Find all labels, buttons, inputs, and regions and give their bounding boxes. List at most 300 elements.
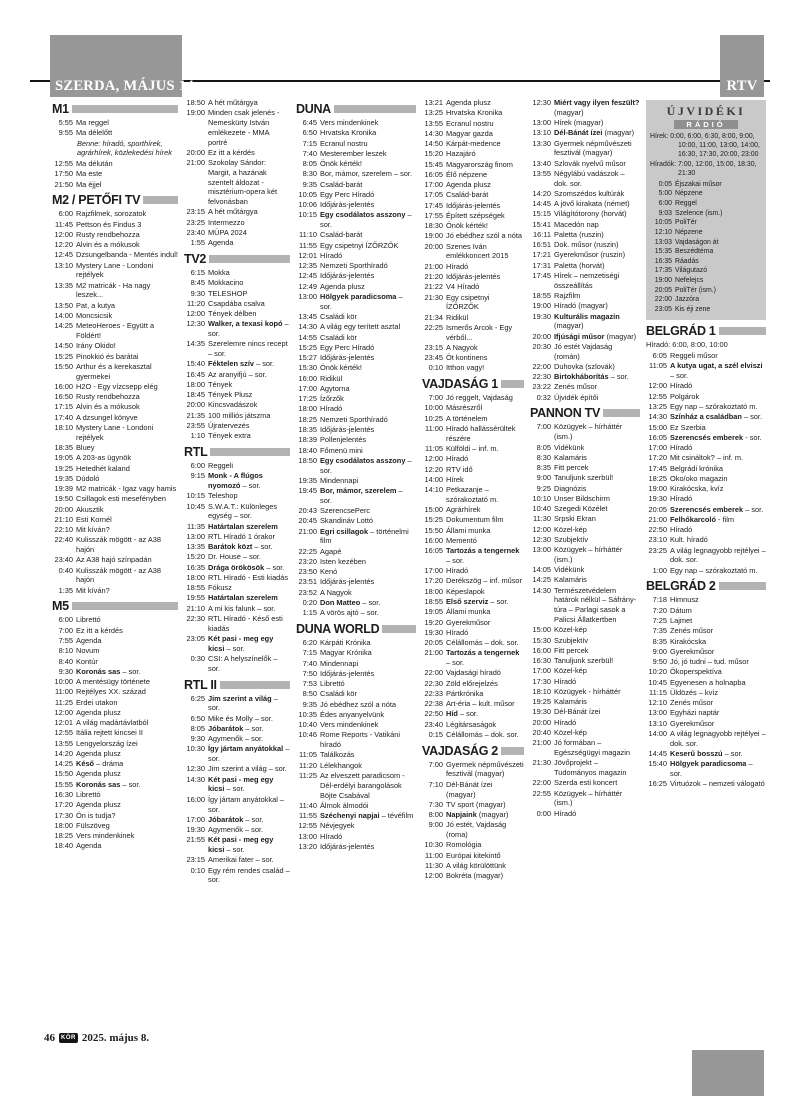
program-item — [52, 382, 178, 392]
program-item — [530, 332, 640, 342]
program-time: 11:40 — [299, 800, 317, 810]
channel-header — [296, 102, 416, 116]
program-item — [52, 759, 178, 769]
program-title: Zenés műsor — [670, 626, 714, 636]
program-item — [422, 465, 524, 475]
program-title: Álmok álmodói — [320, 800, 369, 810]
program-title: Magyar Krónika — [320, 648, 372, 658]
program-time: 14:00 — [54, 311, 73, 321]
program-title: Irány Okido! — [76, 341, 116, 351]
program-time: 8:05 — [302, 159, 317, 169]
program-time: 17:15 — [54, 402, 73, 412]
program-item — [422, 231, 524, 241]
program-item — [184, 604, 290, 614]
program-item — [422, 393, 524, 403]
program-item — [296, 210, 416, 230]
program-time: 20:00 — [54, 504, 73, 514]
program-item — [52, 474, 178, 484]
channel-name: DUNA — [296, 102, 331, 116]
program-item — [422, 576, 524, 586]
channel-header-bar — [501, 747, 524, 755]
program-item — [422, 353, 524, 363]
program-time: 6:00 — [58, 209, 73, 219]
program-item — [52, 159, 178, 169]
program-time: 22:00 — [532, 361, 551, 371]
program-time: 16:30 — [532, 656, 551, 666]
program-title: Kult. híradó — [670, 535, 708, 545]
program-time: 22:40 — [54, 535, 73, 545]
program-title: Alvin és a mókusok — [76, 402, 140, 412]
program-time: 19:00 — [654, 276, 672, 284]
program-title: Agenda plusz — [76, 748, 121, 758]
program-time: 23:20 — [298, 556, 317, 566]
program-title: Időjárás-jelentés — [446, 272, 501, 282]
program-item — [422, 108, 524, 118]
program-item — [184, 108, 290, 147]
program-item — [422, 149, 524, 159]
program-title: Ez Szerbia — [670, 422, 706, 432]
channel-header-bar — [143, 196, 178, 204]
program-time: 18:55 — [532, 291, 551, 301]
program-title: 100 milliós játszma — [208, 410, 271, 420]
program-time: 13:10 — [54, 260, 73, 270]
program-time: 11:15 — [649, 687, 667, 697]
program-title: Újvidék építői — [554, 392, 599, 402]
program-time: 18:55 — [186, 583, 205, 593]
program-title: Éjszakai műsor — [675, 180, 722, 188]
program-time: 7:00 — [428, 393, 443, 403]
program-title: MeteoHeroes - Együtt a Földért! — [76, 321, 155, 341]
program-time: 11:00 — [425, 423, 443, 433]
program-title: Mementó — [446, 535, 477, 545]
program-item — [296, 577, 416, 587]
program-title: Híradó (magyar) — [554, 301, 608, 311]
program-time: 12:00 — [186, 309, 205, 319]
program-title: M2 matricák - Ha nagy leszek... — [76, 280, 151, 300]
program-time: 22:30 — [186, 613, 205, 623]
program-time: 13:25 — [648, 401, 667, 411]
program-title: Moncsicsik — [76, 311, 113, 321]
program-item — [296, 771, 416, 800]
program-title: Monk - A flúgos nyomozó – sor. — [208, 471, 263, 491]
program-item — [530, 636, 640, 646]
program-title: A világ madártávlatból — [76, 718, 149, 728]
program-time: 20:43 — [298, 506, 317, 516]
program-title: Jó estét Vajdaság (román) — [554, 341, 613, 361]
program-title: Lajmet — [670, 616, 693, 626]
program-title: Csapdába csalva — [208, 298, 265, 308]
program-title: Híradó — [670, 443, 693, 453]
program-item — [184, 339, 290, 359]
program-item — [296, 425, 416, 435]
program-time: 11:20 — [187, 298, 205, 308]
channel-header-bar — [72, 105, 178, 113]
program-time: 6:20 — [302, 638, 317, 648]
program-time: 19:20 — [424, 617, 443, 627]
program-item — [184, 825, 290, 835]
program-title: RTV idő — [446, 464, 473, 474]
program-time: 14:25 — [532, 575, 551, 585]
program-time: 11:30 — [533, 514, 551, 524]
program-time: 20:45 — [298, 516, 317, 526]
program-item — [184, 775, 290, 795]
program-time: 12:55 — [298, 821, 317, 831]
program-time: 8:30 — [536, 452, 551, 462]
program-time: 23:25 — [648, 545, 667, 555]
program-time: 17:40 — [54, 412, 73, 422]
program-time: 22:10 — [54, 525, 73, 535]
program-title: Egri csillagok – történelmi film — [320, 526, 409, 546]
program-title: Duhovka (szlovák) — [554, 361, 615, 371]
program-time: 21:20 — [424, 272, 443, 282]
program-item — [52, 180, 178, 190]
channel-name: BELGRÁD 2 — [646, 579, 716, 594]
program-title: Vajdasági híradó — [446, 668, 501, 678]
program-title: Bluey — [76, 442, 95, 452]
program-item — [52, 484, 178, 494]
program-title: Paletta (ruszin) — [554, 229, 604, 239]
channel-header-bar — [719, 582, 766, 590]
program-title: Erdei utakon — [76, 697, 118, 707]
program-item — [184, 380, 290, 390]
program-item — [296, 608, 416, 618]
program-title: Vers mindenkinek — [76, 831, 135, 841]
program-title: Önök kérték! — [446, 221, 488, 231]
program-item — [296, 169, 416, 179]
program-title: Derékszög – inf. műsor — [446, 576, 522, 586]
program-title: Reggel — [675, 200, 697, 208]
program-title: Librettó — [76, 615, 101, 625]
program-item — [422, 211, 524, 221]
program-time: 21:34 — [424, 312, 443, 322]
program-title: Pat, a kutya — [76, 300, 116, 310]
program-item — [422, 343, 524, 353]
program-title: Szlovák nyelvű műsor — [554, 158, 626, 168]
program-item — [530, 98, 640, 118]
program-item — [646, 606, 766, 616]
program-time: 14:25 — [54, 321, 73, 331]
program-title: Oko/oko magazin — [670, 473, 728, 483]
program-title: Külföldi – inf. m. — [446, 444, 499, 453]
program-time: 13:03 — [654, 238, 672, 246]
program-title: Családi kör — [320, 312, 357, 322]
program-item — [184, 228, 290, 238]
program-time: 12:00 — [54, 229, 73, 239]
program-title: Itália rejtett kincsei II — [76, 728, 143, 738]
program-time: 12:55 — [54, 728, 73, 738]
radio-title: ÚJVIDÉKI — [666, 104, 746, 118]
program-title: TV sport (magyar) — [446, 799, 506, 809]
program-title: Intermezzo — [208, 217, 245, 227]
program-title: Két pasi - meg egy kicsi – sor. — [208, 634, 274, 653]
program-title: Találkozás — [320, 750, 355, 760]
program-title: Agenda plusz — [320, 281, 365, 291]
program-title: Magyar gazda — [446, 128, 493, 138]
program-time: 12:55 — [648, 391, 667, 401]
program-title: Pártkrónika — [446, 688, 484, 698]
program-item — [296, 353, 416, 363]
program-time: 11:55 — [299, 240, 317, 250]
program-item — [52, 749, 178, 759]
program-time: 17:20 — [648, 453, 667, 463]
program-time: 19:00 — [532, 301, 551, 311]
program-time: 7:15 — [302, 648, 317, 658]
program-title: Esti Kornél — [76, 514, 112, 524]
program-time: 15:25 — [54, 351, 73, 361]
program-item — [296, 180, 416, 190]
program-item — [650, 228, 762, 237]
program-time: 19:30 — [532, 707, 551, 717]
program-item — [646, 566, 766, 576]
program-time: 16:11 — [533, 229, 551, 239]
program-item — [52, 615, 178, 625]
program-title: Híradó — [554, 717, 577, 727]
program-time: 19:35 — [54, 473, 73, 483]
program-time: 18:39 — [298, 435, 317, 445]
program-item — [422, 709, 524, 719]
channel-header-bar — [334, 105, 416, 113]
program-time: 10:15 — [298, 210, 317, 220]
program-item — [52, 769, 178, 779]
program-title: Légitársaságok — [446, 719, 497, 729]
program-time: 16:35 — [654, 257, 672, 265]
program-title: Dok. műsor (ruszin) — [554, 240, 619, 250]
program-item — [184, 744, 290, 764]
program-title: Ön is tudja? — [76, 810, 116, 820]
channel-header-bar — [603, 409, 640, 417]
program-title: Agenda plusz — [76, 769, 121, 779]
program-time: 15:40 — [648, 759, 667, 769]
program-item — [296, 648, 416, 658]
program-title: Nemzeti Sporthíradó — [320, 414, 388, 424]
channel-header — [52, 599, 178, 613]
program-time: 0:10 — [190, 865, 205, 875]
program-title: Fókusz — [208, 583, 232, 593]
radio-news-times: Híradók: 7:00, 12:00, 15:00, 18:30, 21:30 — [650, 160, 757, 177]
program-time: 13:45 — [298, 312, 317, 322]
program-item — [296, 394, 416, 404]
program-item — [52, 718, 178, 728]
program-item — [52, 392, 178, 402]
program-item — [296, 842, 416, 852]
program-item — [296, 832, 416, 842]
program-item — [530, 738, 640, 758]
program-title: Határtalan szerelem — [208, 521, 278, 531]
program-title: A hét műtárgya — [208, 207, 258, 217]
program-item — [422, 454, 524, 464]
program-time: 18:55 — [424, 596, 443, 606]
program-time: 16:05 — [424, 169, 443, 179]
program-item — [646, 647, 766, 657]
program-title: Egy csodálatos asszony – sor. — [320, 455, 412, 475]
program-item — [422, 720, 524, 730]
program-title: PoliTér (ism.) — [675, 286, 716, 294]
program-time: 14:55 — [298, 332, 317, 342]
program-title: Ma délelőtt — [76, 128, 113, 138]
program-item — [296, 801, 416, 811]
program-item — [52, 402, 178, 412]
program-time: 10:00 — [424, 403, 443, 413]
program-time: 14:50 — [424, 139, 443, 149]
program-title: Drága örökösök – sor. — [208, 562, 285, 572]
program-title: Ma reggel — [76, 118, 109, 127]
program-title: Agapé — [320, 546, 342, 556]
program-time: 19:25 — [54, 463, 73, 473]
program-time: 15:50 — [54, 361, 73, 371]
program-item — [296, 811, 416, 821]
program-item — [646, 423, 766, 433]
program-title: Híradó — [320, 831, 343, 841]
program-title: Ez itt a kérdés — [76, 625, 123, 635]
program-time: 20:00 — [186, 400, 205, 410]
program-title: Késő – dráma — [76, 759, 124, 769]
program-title: Népzene — [675, 228, 703, 236]
program-time: 17:45 — [532, 271, 551, 281]
program-time: 17:25 — [298, 394, 317, 404]
program-title: Híradó — [670, 381, 693, 391]
program-title: Isten kezében — [320, 556, 367, 566]
program-time: 6:00 — [190, 461, 205, 470]
program-title: A Nagyok — [446, 342, 478, 352]
program-time: 21:35 — [186, 410, 205, 420]
program-title: Kulisszák mögött - az A38 hajón — [76, 565, 162, 585]
program-time: 7:35 — [652, 626, 667, 636]
program-time: 22:33 — [424, 688, 443, 698]
program-time: 23:22 — [532, 382, 551, 392]
program-title: Vers mindenkinek — [320, 720, 379, 730]
program-time: 10:06 — [298, 200, 317, 210]
program-title: Hölgyek paradicsoma – sor. — [670, 759, 753, 778]
radio-news-times: Hírek: 0:00, 6:00, 6:30, 8:00, 9:00, 10:00, 11:00, 13:00, 14:00, 16:30, 17:30, 20:00, 23:00 — [650, 133, 760, 158]
program-time: 9:25 — [536, 483, 551, 493]
program-item — [52, 250, 178, 260]
program-time: 1:00 — [652, 565, 667, 575]
program-time: 18:00 — [186, 379, 205, 389]
program-title: Mokkacino — [208, 278, 244, 288]
program-title: Élő népzene — [446, 169, 488, 179]
program-item — [52, 687, 178, 697]
program-time: 7:50 — [302, 668, 317, 678]
program-item — [52, 423, 178, 443]
program-item — [646, 708, 766, 718]
program-time: 13:00 — [186, 531, 205, 541]
program-time: 17:50 — [54, 169, 73, 179]
program-item — [646, 779, 766, 789]
program-title: Mesterember leszek — [320, 148, 387, 158]
program-item — [184, 714, 290, 724]
program-title: Jim szerint a világ – sor. — [208, 693, 278, 713]
program-time: 10:25 — [424, 413, 443, 423]
program-item — [52, 657, 178, 667]
program-title: Jövőprojekt – Tudományos magazin — [554, 758, 627, 777]
program-item — [296, 241, 416, 251]
program-time: 20:40 — [532, 727, 551, 737]
program-title: Rajzfilmek, sorozatok — [76, 209, 147, 219]
program-item — [184, 158, 290, 207]
program-time: 7:18 — [652, 595, 667, 605]
program-title: Gyerekműsor — [446, 617, 491, 627]
program-title: Híradó — [446, 627, 469, 637]
program-title: Koronás sas – sor. — [76, 666, 141, 676]
program-time: 1:15 — [302, 608, 317, 618]
program-title: Épített szépségek — [446, 210, 505, 220]
program-title: Belgrádi krónika — [670, 463, 723, 473]
program-title: Jó, jó tudni – tud. műsor — [670, 657, 749, 667]
program-time: 6:50 — [302, 128, 317, 138]
program-title: Híradó — [554, 808, 577, 818]
program-title: Szomszédos kultúrák — [554, 188, 625, 198]
program-title: Időjárás-jelentés — [320, 668, 375, 678]
program-time: 12:55 — [54, 159, 73, 169]
program-item — [650, 180, 762, 189]
program-title: Európai kitekintő — [446, 850, 501, 860]
program-item — [52, 341, 178, 351]
program-item — [422, 861, 524, 871]
program-item — [184, 654, 290, 674]
program-time: 20:00 — [186, 147, 205, 157]
program-title: Tanuljunk szerbül! — [554, 656, 614, 666]
program-title: Don Matteo – sor. — [320, 597, 381, 607]
program-title: Agenda plusz — [76, 707, 121, 717]
program-title: A dzsungel könyve — [76, 412, 138, 422]
program-item — [530, 514, 640, 524]
program-title: Időjárás-jelentés — [446, 200, 501, 210]
program-time: 18:10 — [532, 686, 551, 696]
program-item — [422, 668, 524, 678]
program-title: Jó formában – Egészségügyi magazin — [554, 738, 631, 757]
program-title: SzerencsePerc — [320, 506, 371, 516]
program-item — [184, 319, 290, 339]
program-title: Koronás sas – sor. — [76, 779, 141, 789]
program-time: 21:22 — [424, 282, 443, 292]
program-title: Másrészről — [446, 403, 483, 413]
program-item — [296, 506, 416, 516]
program-time: 11:05 — [425, 444, 443, 453]
program-title: Üldözés – kvíz — [670, 687, 719, 697]
program-title: Hölgyek paradicsoma – sor. — [320, 292, 403, 311]
program-item — [296, 159, 416, 169]
program-time: 18:10 — [54, 422, 73, 432]
channel-name: M1 — [52, 102, 69, 116]
program-item — [52, 128, 178, 138]
program-time: 16:35 — [186, 562, 205, 572]
program-title: Fülszöveg — [76, 820, 110, 830]
program-title: Tanuljunk szerbül! — [554, 473, 614, 483]
program-time: 12:10 — [654, 228, 672, 236]
program-item — [646, 698, 766, 708]
program-title: Az A38 hajó színpadán — [76, 555, 152, 565]
program-time: 18:00 — [424, 586, 443, 596]
program-time: 14:00 — [648, 728, 667, 738]
program-item — [52, 566, 178, 586]
program-title: Tartozás a tengernek – sor. — [446, 648, 520, 668]
program-title: Kalamáris — [554, 575, 587, 585]
program-item — [184, 268, 290, 278]
channel-name: BELGRÁD 1 — [646, 324, 716, 339]
program-time: 14:45 — [648, 748, 667, 758]
program-title: Birtokháborítás – sor. — [554, 372, 629, 382]
program-time: 11:35 — [187, 521, 205, 531]
program-time: 17:00 — [648, 443, 667, 453]
program-note: Benne: híradó, sporthírek, agrárhírek, közlekedési hírek — [77, 138, 172, 158]
program-item — [184, 522, 290, 532]
program-item — [530, 504, 640, 514]
channel-name: PANNON TV — [530, 406, 600, 421]
program-title: Kirakócska — [670, 636, 707, 646]
news-times-note: Híradó: 6:00, 8:00, 10:00 — [646, 340, 728, 350]
program-item — [184, 421, 290, 431]
program-title: Híradó — [446, 261, 469, 271]
